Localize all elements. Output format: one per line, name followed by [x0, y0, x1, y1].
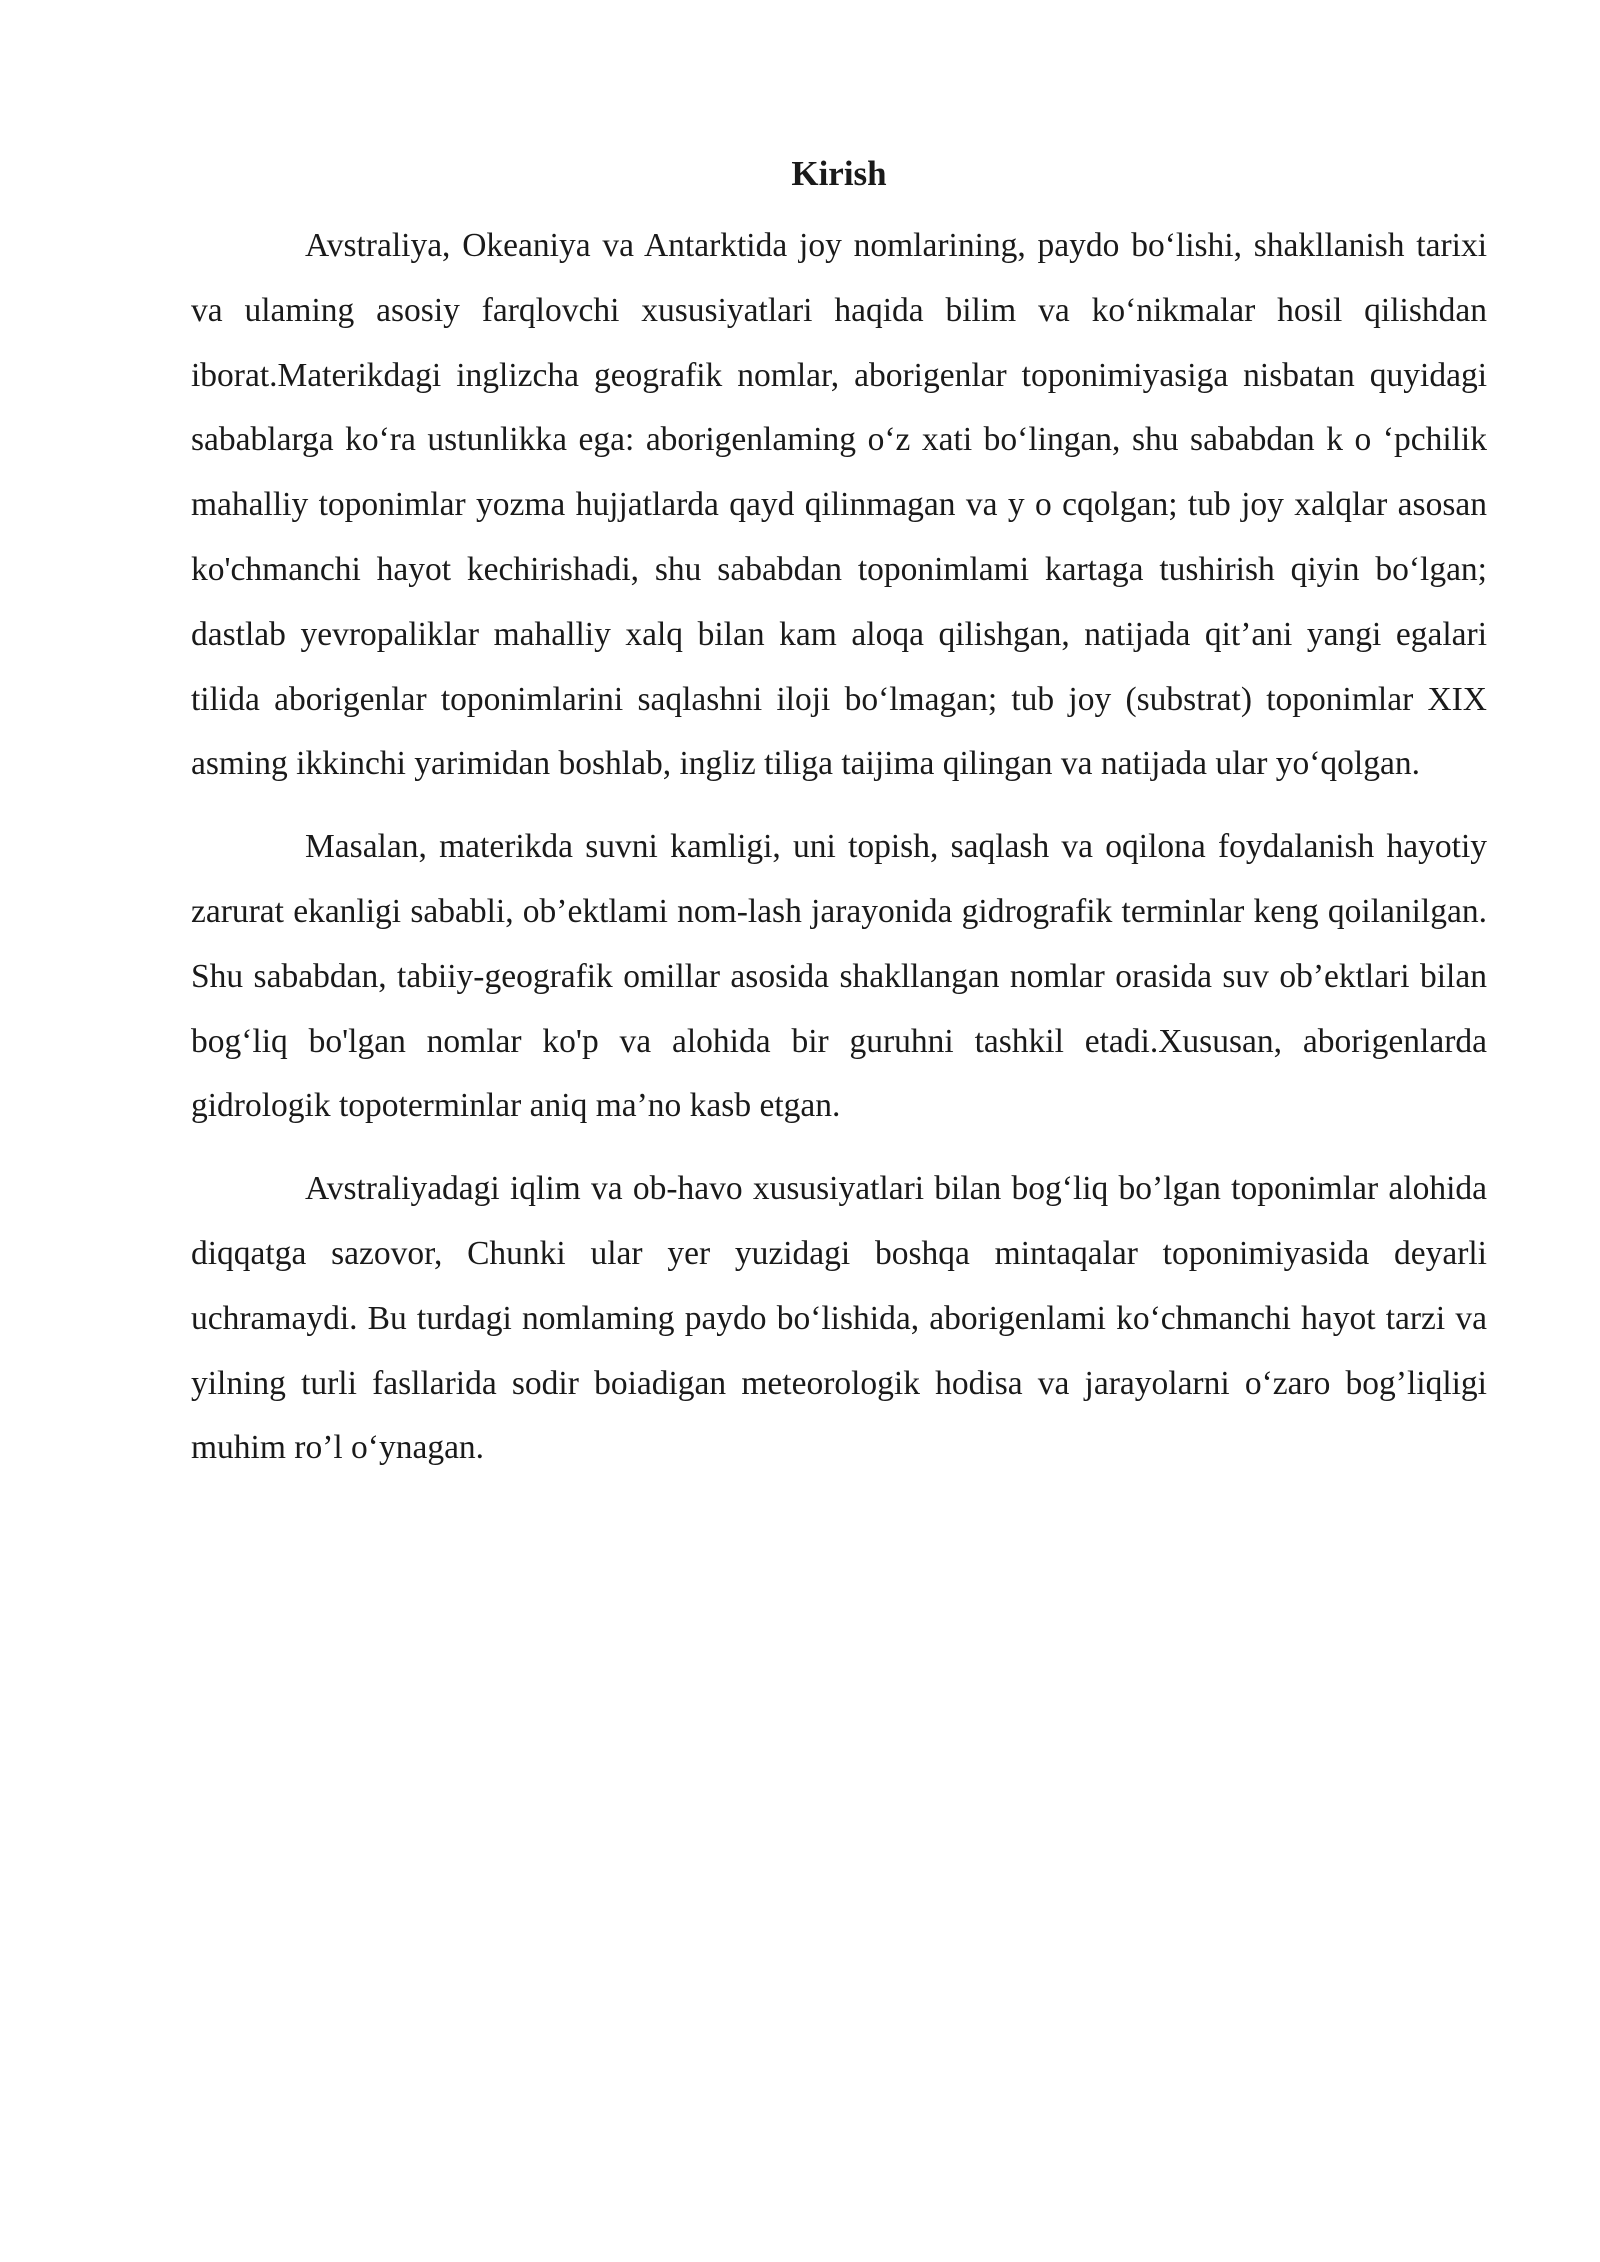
page-title: Kirish — [791, 154, 887, 193]
paragraph-1: Avstraliya, Okeaniya va Antarktida joy nomlarining, paydo bo‘lishi, shakllanish tarixi va ulaming asosiy farqlovchi xususiyatlari haqida bilim va ko‘nikmalar hosil qilishdan iborat.Materikdagi inglizcha geografik nomlar, aborigenlar toponimiyasiga nisbatan quyidagi sabablarga ko‘ra ustunlikka ega: aborigenlaming o‘z xati bo‘lingan, shu sababdan k o ‘pchilik mahalliy toponimlar yozma hujjatlarda qayd qilinmagan va y o cqolgan; tub joy xalqlar asosan ko'chmanchi hayot kechirishadi, shu sababdan toponimlami kartaga tushirish qiyin bo‘lgan; dastlab yevropaliklar mahalliy xalq bilan kam aloqa qilishgan, natijada qit’ani yangi egalari tilida aborigenlar toponimlarini saqlashni iloji bo‘lmagan; tub joy (substrat) toponimlar XIX asming ikkinchi yarimidan boshlab, ingliz tiliga taijima qilingan va natijada ular yo‘qolgan. — [191, 227, 1487, 783]
document-body — [191, 148, 1487, 1499]
paragraph-2: Masalan, materikda suvni kamligi, uni topish, saqlash va oqilona foydalanish hayotiy zarurat ekanligi sababli, ob’ektlami nom-lash jarayonida gidrografik terminlar keng qoilanilgan. Shu sababdan, tabiiy-geografik omillar asosida shakllangan nomlar orasida suv ob’ektlari bilan bog‘liq bo'lgan nomlar ko'p va alohida bir guruhni tashkil etadi.Xususan, aborigenlarda gidrologik topoterminlar aniq ma’no kasb etgan. — [191, 828, 1487, 1125]
paragraph-3: Avstraliyadagi iqlim va ob-havo xususiyatlari bilan bog‘liq bo’lgan toponimlar alohida diqqatga sazovor, Chunki ular yer yuzidagi boshqa mintaqalar toponimiyasida deyarli uchramaydi. Bu turdagi nomlaming paydo bo‘lishida, aborigenlami ko‘chmanchi hayot tarzi va yilning turli fasllarida sodir boiadigan meteorologik hodisa va jarayolarni o‘zaro bog’liqligi muhim ro’l o‘ynagan. — [191, 1170, 1487, 1467]
